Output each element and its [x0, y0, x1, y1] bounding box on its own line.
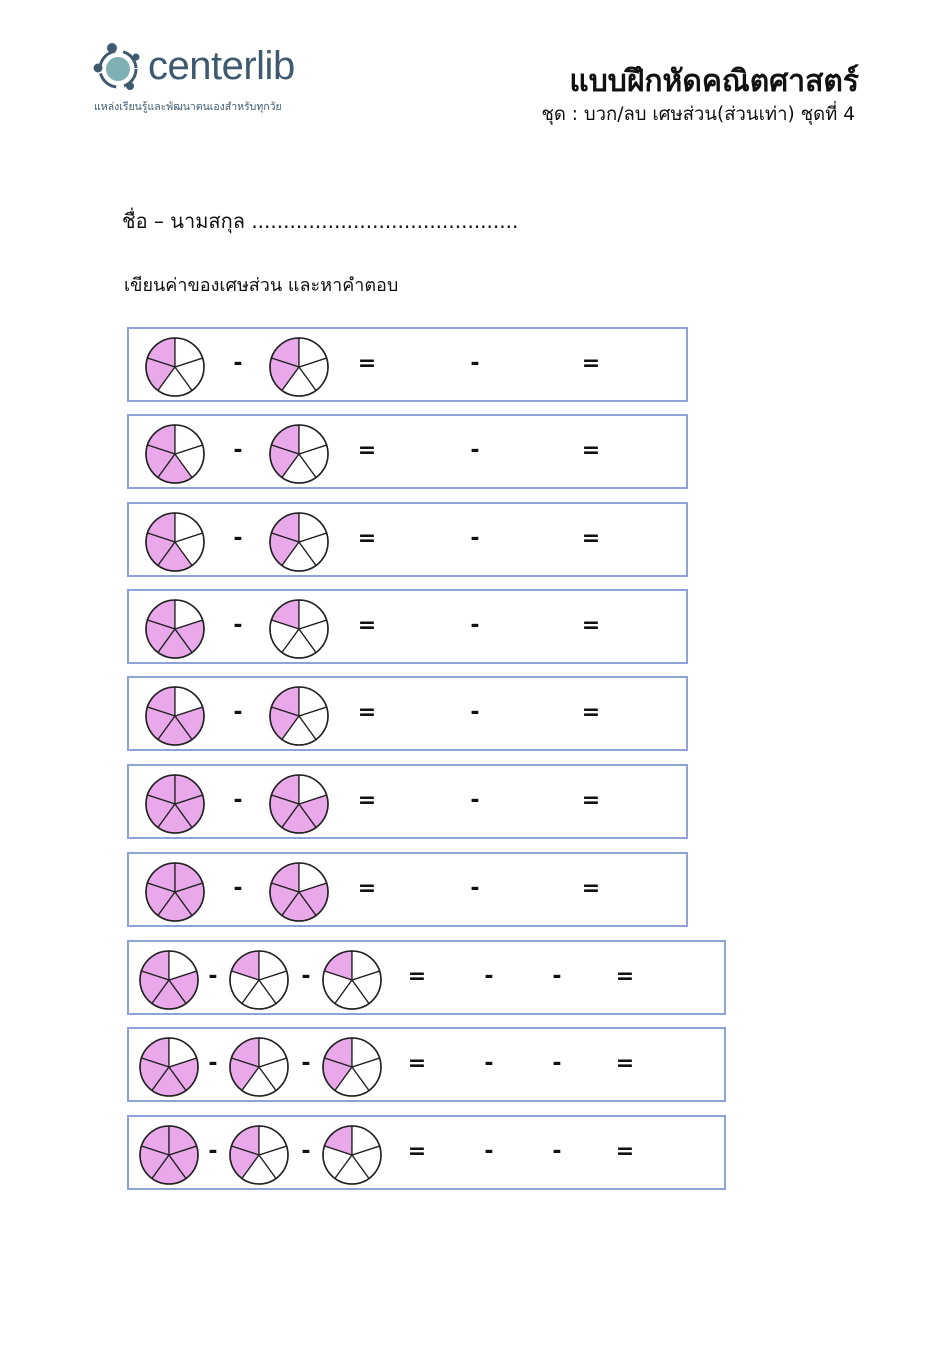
problem-row: [127, 327, 688, 402]
fraction-pie: [321, 949, 383, 1011]
equals-sign: =: [357, 613, 377, 638]
fraction-pie: [138, 1124, 200, 1186]
minus-sign: -: [208, 1139, 218, 1164]
equals-sign: =: [357, 876, 377, 901]
centerlib-logo: [92, 42, 352, 122]
answer-equals-sign: =: [615, 1051, 635, 1076]
answer-equals-sign: =: [615, 1139, 635, 1164]
answer-minus-sign: -: [470, 788, 480, 813]
problem-row: [127, 676, 688, 751]
logo-tagline: แหล่งเรียนรู้และพัฒนาตนเองสำหรับทุกวัย: [94, 101, 282, 113]
equals-sign: =: [357, 438, 377, 463]
name-field-label: ชื่อ – นามสกุล ..........................................: [122, 209, 519, 233]
fraction-pie: [144, 598, 206, 660]
problem-row: [127, 852, 688, 927]
fraction-pie: [228, 1036, 290, 1098]
logo-wordmark: centerlib: [148, 44, 295, 88]
answer-minus-sign: -: [470, 351, 480, 376]
fraction-pie: [268, 511, 330, 573]
minus-sign: -: [233, 788, 243, 813]
problem-row: [127, 589, 688, 664]
equals-sign: =: [357, 351, 377, 376]
worksheet-subtitle: ชุด : บวก/ลบ เศษส่วน(ส่วนเท่า) ชุดที่ 4: [541, 104, 855, 125]
equals-sign: =: [407, 964, 427, 989]
answer-equals-sign: =: [581, 526, 601, 551]
answer-equals-sign: =: [581, 613, 601, 638]
minus-sign: -: [301, 1051, 311, 1076]
answer-equals-sign: =: [581, 351, 601, 376]
fraction-pie: [144, 685, 206, 747]
minus-sign: -: [233, 700, 243, 725]
fraction-pie: [144, 511, 206, 573]
problem-row: [127, 414, 688, 489]
problem-row: [127, 1115, 726, 1190]
fraction-pie: [138, 1036, 200, 1098]
fraction-pie: [321, 1036, 383, 1098]
equals-sign: =: [357, 526, 377, 551]
fraction-pie: [144, 423, 206, 485]
fraction-pie: [268, 598, 330, 660]
problem-row: [127, 502, 688, 577]
answer-minus-sign: -: [552, 1139, 562, 1164]
fraction-pie: [144, 773, 206, 835]
problem-row: [127, 764, 688, 839]
instruction-text: เขียนค่าของเศษส่วน และหาคำตอบ: [124, 275, 399, 296]
minus-sign: -: [233, 351, 243, 376]
fraction-pie: [268, 336, 330, 398]
answer-minus-sign: -: [470, 438, 480, 463]
minus-sign: -: [301, 964, 311, 989]
logo-molecule-icon: [92, 42, 150, 92]
minus-sign: -: [233, 526, 243, 551]
minus-sign: -: [233, 613, 243, 638]
minus-sign: -: [233, 438, 243, 463]
fraction-pie: [321, 1124, 383, 1186]
fraction-pie: [144, 336, 206, 398]
answer-minus-sign: -: [484, 1051, 494, 1076]
fraction-pie: [268, 773, 330, 835]
fraction-pie: [268, 685, 330, 747]
answer-minus-sign: -: [552, 1051, 562, 1076]
equals-sign: =: [357, 788, 377, 813]
minus-sign: -: [233, 876, 243, 901]
minus-sign: -: [208, 964, 218, 989]
problem-row: [127, 940, 726, 1015]
problem-row: [127, 1027, 726, 1102]
answer-equals-sign: =: [581, 788, 601, 813]
equals-sign: =: [407, 1051, 427, 1076]
answer-equals-sign: =: [581, 876, 601, 901]
fraction-pie: [138, 949, 200, 1011]
answer-minus-sign: -: [470, 526, 480, 551]
answer-minus-sign: -: [470, 876, 480, 901]
answer-equals-sign: =: [581, 438, 601, 463]
answer-minus-sign: -: [484, 1139, 494, 1164]
answer-minus-sign: -: [470, 613, 480, 638]
answer-minus-sign: -: [484, 964, 494, 989]
worksheet-title: แบบฝึกหัดคณิตศาสตร์: [569, 64, 859, 99]
fraction-pie: [228, 949, 290, 1011]
fraction-pie: [268, 861, 330, 923]
minus-sign: -: [208, 1051, 218, 1076]
answer-equals-sign: =: [615, 964, 635, 989]
equals-sign: =: [357, 700, 377, 725]
answer-minus-sign: -: [470, 700, 480, 725]
fraction-pie: [144, 861, 206, 923]
answer-equals-sign: =: [581, 700, 601, 725]
equals-sign: =: [407, 1139, 427, 1164]
fraction-pie: [228, 1124, 290, 1186]
answer-minus-sign: -: [552, 964, 562, 989]
fraction-pie: [268, 423, 330, 485]
minus-sign: -: [301, 1139, 311, 1164]
